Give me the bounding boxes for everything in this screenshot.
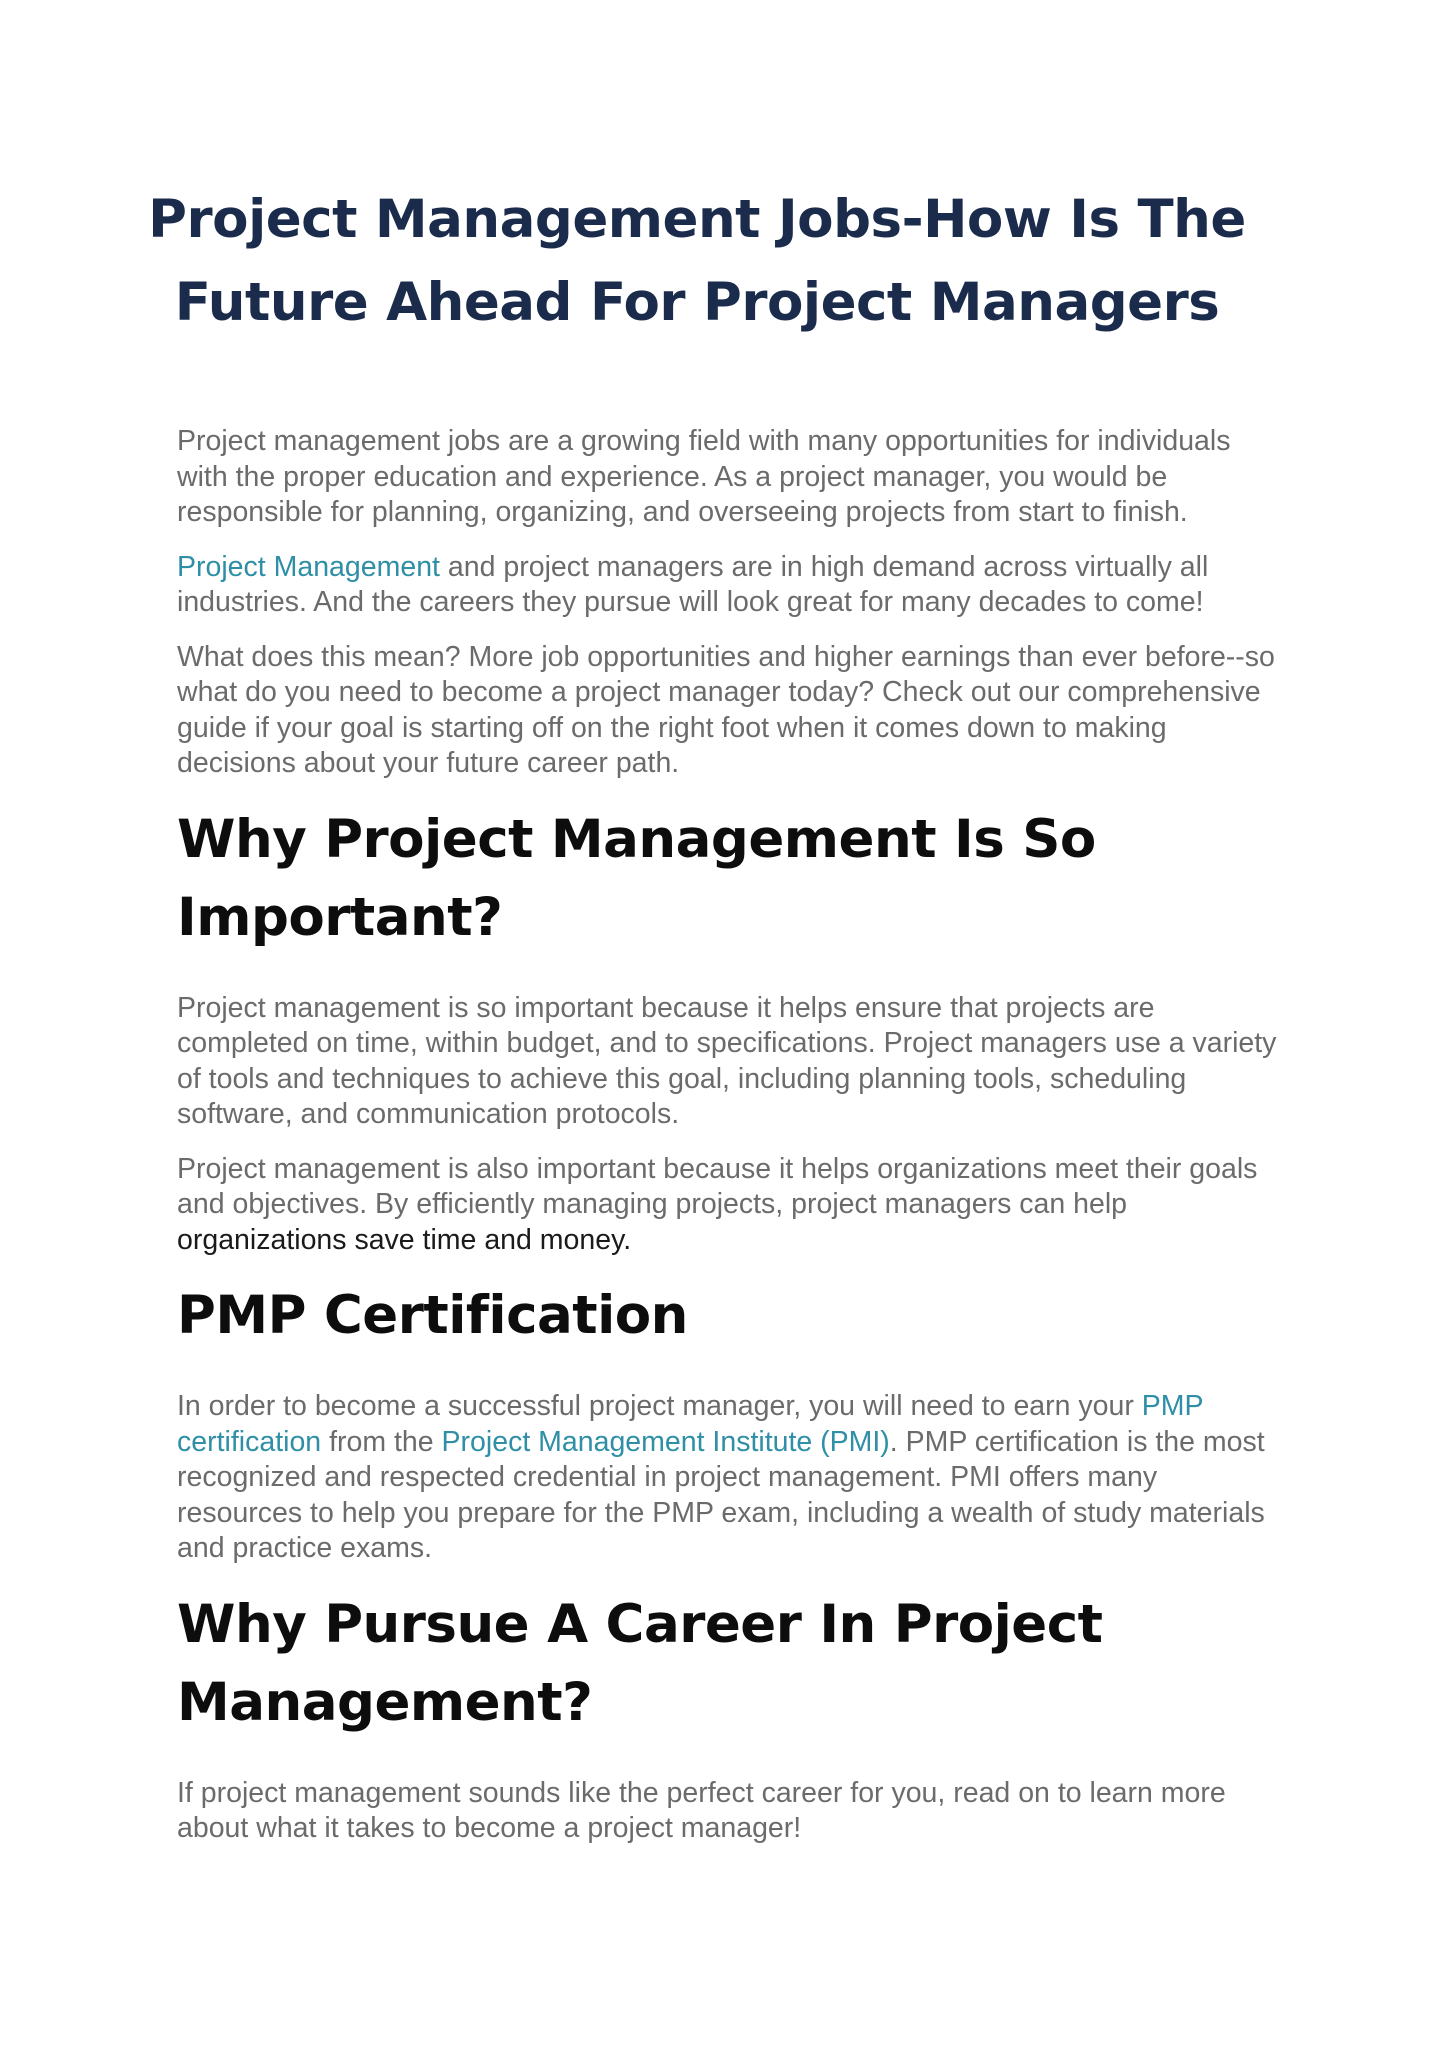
heading-why-important: Why Project Management Is So Important? [177, 808, 1096, 948]
pmp-certification-link[interactable]: PMP certification [177, 1390, 1204, 1458]
pmp-paragraph-end: . PMP certification is the most recognized and respected credential in project management. PMI offers many resources to help you prepare for the PMP exam, including a wealth of study materials and practice exams. [177, 1425, 1265, 1564]
pmp-paragraph-start: In order to become a successful project manager, you will need to earn your [177, 1390, 1142, 1422]
importance-paragraph-1: Project management is so important because it helps ensure that projects are completed on time, within budget, and to specifications. Project managers use a variety of tools and techniques to achieve this goal, including planning tools, scheduling software, and communication protocols. [177, 991, 1277, 1130]
intro-paragraph-3: What does this mean? More job opportunities and higher earnings than ever before--so what do you need to become a project manager today? Check out our comprehensive guide if your goal is starting off on the right foot when it comes down to making decisions about your future career path. [177, 640, 1275, 779]
pmp-paragraph [177, 1389, 1287, 1567]
importance-paragraph-2-highlight: organizations save time and money. [177, 1223, 632, 1256]
intro-paragraph-2 [177, 550, 1287, 621]
article-body [148, 178, 1287, 1866]
heading-pmp-certification: PMP Certification [177, 1285, 688, 1346]
intro-paragraph-2-text: and project managers are in high demand across virtually all industries. And the careers they pursue will look great for many decades to come! [177, 550, 1209, 618]
page-title: Project Management Jobs-How Is The Future Ahead For Project Managers [148, 189, 1246, 333]
pmi-link[interactable]: Project Management Institute (PMI) [441, 1425, 890, 1458]
importance-paragraph-2-text: Project management is also important because it helps organizations meet their goals and objectives. By efficiently managing projects, project managers can help [177, 1152, 1258, 1220]
heading-why-pursue-career: Why Pursue A Career In Project Management? [177, 1593, 1103, 1733]
project-management-link[interactable]: Project Management [177, 550, 440, 583]
career-paragraph: If project management sounds like the perfect career for you, read on to learn more about what it takes to become a project manager! [177, 1776, 1226, 1844]
pmp-paragraph-mid: from the [321, 1425, 442, 1458]
importance-paragraph-2 [177, 1152, 1287, 1259]
intro-paragraph-1: Project management jobs are a growing field with many opportunities for individuals with the proper education and experience. As a project manager, you would be responsible for planning, organizing, and overseeing projects from start to finish. [177, 425, 1231, 528]
